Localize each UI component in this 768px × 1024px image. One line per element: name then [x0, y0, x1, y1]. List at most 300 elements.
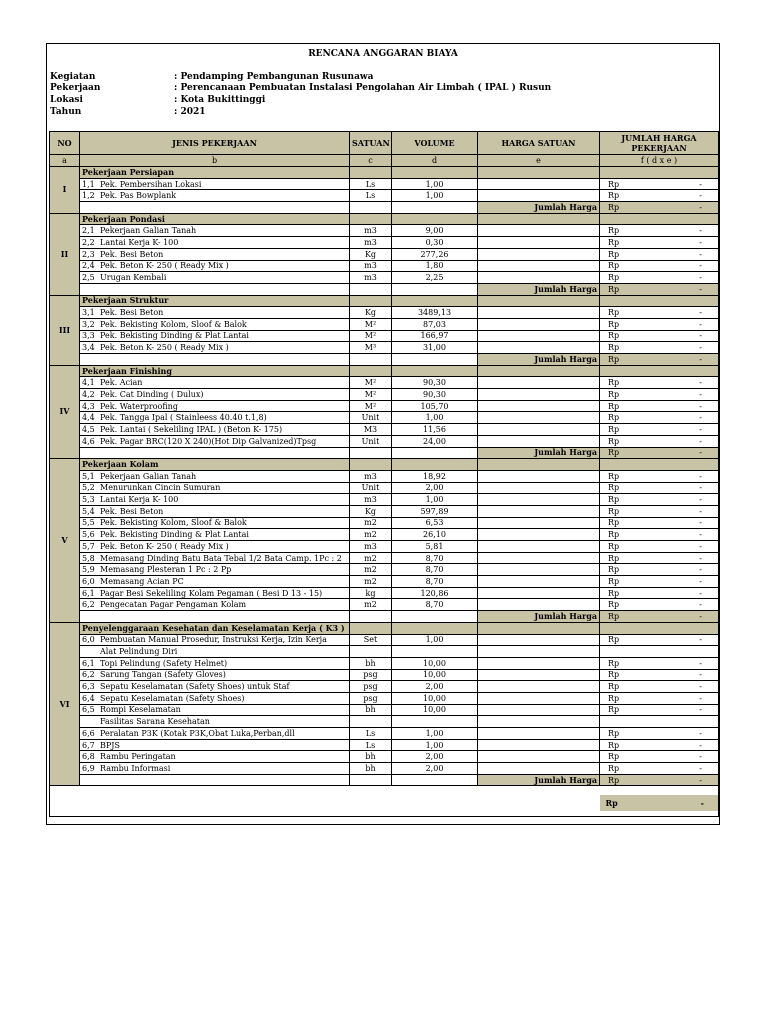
currency-label: Rp: [608, 553, 620, 563]
amount-dash: -: [700, 797, 704, 808]
currency-label: Rp: [608, 273, 620, 283]
item-volume: 8,70: [392, 564, 478, 576]
item-volume: 1,00: [392, 190, 478, 202]
item-total-value: [602, 472, 716, 481]
item-unit: Ls: [350, 739, 392, 751]
item-number: 3,2: [82, 319, 95, 329]
item-unit: [350, 646, 392, 658]
item-total-value: [602, 483, 716, 492]
section-name: Pekerjaan Kolam: [80, 459, 350, 471]
item-total: [600, 307, 719, 319]
item-unit-price: [478, 564, 600, 576]
item-unit: M²: [350, 400, 392, 412]
item-description-cell: [80, 248, 350, 260]
item-total-value: [602, 600, 716, 609]
item-description-cell: [80, 505, 350, 517]
col-header-no: NO: [50, 132, 80, 155]
item-description: Lantai Kerja K- 100: [100, 495, 179, 505]
meta-value: : Perencanaan Pembuatan Instalasi Pengolahan Air Limbah ( IPAL ) Rusun: [174, 83, 552, 93]
item-description: Pek. Cat Dinding ( Dulux): [100, 389, 204, 399]
section-number: VI: [50, 622, 80, 786]
subtotal-blank: [80, 354, 350, 366]
item-description: Memasang Plesteran 1 Pc : 2 Pp: [100, 565, 232, 575]
item-description: Rambu Informasi: [100, 763, 171, 773]
item-unit-price: [478, 318, 600, 330]
amount-dash: -: [699, 740, 702, 750]
item-total-value: [602, 308, 716, 317]
amount-dash: -: [699, 763, 702, 773]
meta-kegiatan: [50, 72, 374, 83]
section-name: Pekerjaan Persiapan: [80, 167, 350, 179]
subtotal-label: Jumlah Harga: [478, 774, 600, 786]
table-row: [50, 470, 719, 482]
item-unit: psg: [350, 681, 392, 693]
section-header-row: [50, 167, 719, 179]
subtotal-row: [50, 611, 719, 623]
item-description: Pek. Besi Beton: [100, 308, 164, 318]
section-empty-volume: [392, 622, 478, 634]
section-empty-harga: [478, 459, 600, 471]
item-number: 5,8: [82, 553, 95, 563]
meta-key: Pekerjaan: [50, 83, 101, 93]
item-description-cell: [80, 377, 350, 389]
section-header-row: [50, 295, 719, 307]
item-description-cell: [80, 272, 350, 284]
item-volume: 1,00: [392, 728, 478, 740]
table-row: [50, 342, 719, 354]
item-description: Pekerjaan Galian Tanah: [100, 226, 197, 236]
item-unit-price: [478, 272, 600, 284]
item-volume: 2,00: [392, 751, 478, 763]
item-unit: m2: [350, 552, 392, 564]
amount-dash: -: [699, 611, 702, 621]
section-number: II: [50, 213, 80, 295]
item-total: [600, 599, 719, 611]
item-total: [600, 704, 719, 716]
subtotal-row: [50, 202, 719, 214]
subtotal-blank: [350, 447, 392, 459]
item-total: [600, 564, 719, 576]
currency-label: Rp: [608, 261, 620, 271]
item-total: [600, 470, 719, 482]
item-description-cell: [80, 178, 350, 190]
item-total-value: [602, 226, 716, 235]
amount-dash: -: [699, 588, 702, 598]
item-number: 5,2: [82, 483, 95, 493]
subtotal-amount: [602, 612, 716, 621]
item-unit-price: [478, 377, 600, 389]
section-name: Pekerjaan Finishing: [80, 365, 350, 377]
section-header-row: [50, 365, 719, 377]
meta-value: : Pendamping Pembangunan Rusunawa: [174, 72, 374, 82]
section-empty-satuan: [350, 167, 392, 179]
item-total: [600, 482, 719, 494]
item-unit: M²: [350, 389, 392, 401]
item-unit-price: [478, 739, 600, 751]
section-empty-volume: [392, 213, 478, 225]
item-unit-price: [478, 482, 600, 494]
item-description-cell: [80, 739, 350, 751]
item-unit: M²: [350, 330, 392, 342]
header-row: [50, 132, 719, 155]
letter-harga: e: [478, 155, 600, 167]
currency-label: Rp: [608, 378, 620, 388]
table-row: [50, 517, 719, 529]
item-total-value: [602, 320, 716, 329]
item-unit-price: [478, 248, 600, 260]
table-row: [50, 552, 719, 564]
item-number: 2,3: [82, 249, 95, 259]
table-body: [50, 167, 719, 817]
item-total-value: [602, 705, 716, 714]
table-row: [50, 692, 719, 704]
item-total-value: [602, 577, 716, 586]
table-row: [50, 237, 719, 249]
item-unit-price: [478, 435, 600, 447]
section-empty-harga: [478, 365, 600, 377]
item-number: 2,1: [82, 226, 95, 236]
item-unit: bh: [350, 763, 392, 775]
item-number: 1,1: [82, 179, 95, 189]
item-total: [600, 435, 719, 447]
item-total: [600, 587, 719, 599]
meta-key: Lokasi: [50, 95, 83, 105]
currency-label: Rp: [608, 343, 620, 353]
item-unit-price: [478, 599, 600, 611]
item-number: 5,6: [82, 530, 95, 540]
item-description-cell: [80, 681, 350, 693]
item-number: 4,5: [82, 424, 95, 434]
document-title: RENCANA ANGGARAN BIAYA: [308, 49, 458, 59]
currency-label: Rp: [608, 530, 620, 540]
meta-key: Kegiatan: [50, 72, 96, 82]
section-empty-satuan: [350, 365, 392, 377]
item-unit-price: [478, 260, 600, 272]
table-row: [50, 424, 719, 436]
section-empty-jumlah: [600, 459, 719, 471]
item-total-value: [602, 752, 716, 761]
table-row: [50, 704, 719, 716]
subtotal-amount: [602, 355, 716, 364]
item-unit-price: [478, 704, 600, 716]
subtotal-value: [600, 447, 719, 459]
amount-dash: -: [699, 401, 702, 411]
table-row: [50, 599, 719, 611]
item-description: Pagar Besi Sekeliling Kolam Pegaman ( Besi D 13 - 15): [100, 588, 323, 598]
item-description-cell: [80, 576, 350, 588]
currency-label: Rp: [608, 284, 620, 294]
table-row: [50, 576, 719, 588]
subtotal-blank: [392, 202, 478, 214]
grand-total-blank: [50, 786, 600, 817]
item-total-value: [602, 250, 716, 259]
item-unit-price: [478, 681, 600, 693]
item-total-value: [602, 635, 716, 644]
subtotal-blank: [80, 283, 350, 295]
amount-dash: -: [699, 670, 702, 680]
item-unit: psg: [350, 692, 392, 704]
item-description-cell: [80, 634, 350, 646]
item-total: [600, 517, 719, 529]
currency-label: Rp: [608, 588, 620, 598]
currency-label: Rp: [608, 506, 620, 516]
item-unit: bh: [350, 657, 392, 669]
item-description-cell: [80, 646, 350, 658]
table-row: [50, 307, 719, 319]
table-row: [50, 657, 719, 669]
subtotal-amount: [602, 448, 716, 457]
subtotal-blank: [392, 354, 478, 366]
item-description: Pek. Lantai ( Sekeliling IPAL ) (Beton K- 175): [100, 424, 283, 434]
item-total-value: [602, 764, 716, 773]
section-empty-jumlah: [600, 622, 719, 634]
item-total-value: [602, 390, 716, 399]
item-description-cell: [80, 330, 350, 342]
item-number: 6,8: [82, 752, 95, 762]
amount-dash: -: [699, 600, 702, 610]
rab-sheet: [46, 43, 720, 825]
currency-label: Rp: [608, 424, 620, 434]
currency-label: Rp: [608, 471, 620, 481]
item-unit-price: [478, 470, 600, 482]
item-total: [600, 529, 719, 541]
table-row: [50, 400, 719, 412]
item-number: 4,1: [82, 378, 95, 388]
grand-total-value: [600, 795, 719, 811]
item-description: Rambu Peringatan: [100, 752, 176, 762]
amount-dash: -: [699, 424, 702, 434]
item-volume: 10,00: [392, 657, 478, 669]
item-description-cell: [80, 728, 350, 740]
amount-dash: -: [699, 413, 702, 423]
item-total: [600, 248, 719, 260]
currency-label: Rp: [608, 740, 620, 750]
item-total: [600, 634, 719, 646]
currency-label: Rp: [605, 797, 618, 808]
currency-label: Rp: [608, 389, 620, 399]
table-row: [50, 646, 719, 658]
item-unit: m3: [350, 260, 392, 272]
item-number: 1,2: [82, 191, 95, 201]
item-description-cell: [80, 552, 350, 564]
item-unit-price: [478, 716, 600, 728]
item-unit-price: [478, 517, 600, 529]
amount-dash: -: [699, 635, 702, 645]
item-description: Pek. Bekisting Dinding & Plat Lantai: [100, 530, 249, 540]
item-total-value: [602, 694, 716, 703]
item-unit: Kg: [350, 307, 392, 319]
section-empty-jumlah: [600, 365, 719, 377]
section-header-row: [50, 622, 719, 634]
amount-dash: -: [699, 448, 702, 458]
item-number: 2,4: [82, 261, 95, 271]
section-empty-volume: [392, 459, 478, 471]
item-total: [600, 424, 719, 436]
amount-dash: -: [699, 483, 702, 493]
item-number: 6,0: [82, 635, 95, 645]
item-description-cell: [80, 435, 350, 447]
currency-label: Rp: [608, 763, 620, 773]
section-empty-jumlah: [600, 295, 719, 307]
item-description-cell: [80, 318, 350, 330]
col-header-harga: HARGA SATUAN: [478, 132, 600, 155]
subtotal-blank: [350, 774, 392, 786]
item-description-cell: [80, 342, 350, 354]
section-number: I: [50, 167, 80, 214]
subtotal-blank: [350, 202, 392, 214]
subtotal-row: [50, 354, 719, 366]
amount-dash: -: [699, 658, 702, 668]
item-description-cell: [80, 763, 350, 775]
table-row: [50, 751, 719, 763]
item-description: Pek. Pas Bowplank: [100, 191, 177, 201]
item-description: Pek. Beton K- 250 ( Ready Mix ): [100, 261, 229, 271]
item-unit-price: [478, 646, 600, 658]
item-volume: 10,00: [392, 692, 478, 704]
item-total: [600, 763, 719, 775]
item-volume: [392, 646, 478, 658]
currency-label: Rp: [608, 682, 620, 692]
item-total-value: [602, 402, 716, 411]
item-total-value: [602, 261, 716, 270]
item-number: 6,2: [82, 600, 95, 610]
item-unit: m2: [350, 599, 392, 611]
item-unit-price: [478, 494, 600, 506]
subtotal-blank: [392, 283, 478, 295]
amount-dash: -: [699, 237, 702, 247]
item-number: 4,2: [82, 389, 95, 399]
col-header-jumlah: JUMLAH HARGA PEKERJAAN: [600, 132, 719, 155]
item-volume: 10,00: [392, 704, 478, 716]
table-row: [50, 763, 719, 775]
item-unit-price: [478, 400, 600, 412]
item-unit: m3: [350, 237, 392, 249]
subtotal-value: [600, 611, 719, 623]
subtotal-label: Jumlah Harga: [478, 354, 600, 366]
item-total: [600, 178, 719, 190]
amount-dash: -: [699, 693, 702, 703]
item-unit-price: [478, 342, 600, 354]
item-description-cell: [80, 260, 350, 272]
item-description: Sepatu Keselamatan (Safety Shoes): [100, 693, 245, 703]
meta-lokasi: [50, 95, 265, 106]
subtotal-row: [50, 774, 719, 786]
item-unit-price: [478, 225, 600, 237]
item-description-cell: [80, 424, 350, 436]
item-total-value: [602, 495, 716, 504]
item-unit: m2: [350, 564, 392, 576]
item-volume: 597,89: [392, 505, 478, 517]
item-number: 6,6: [82, 728, 95, 738]
item-total: [600, 646, 719, 658]
item-volume: 1,00: [392, 412, 478, 424]
item-unit-price: [478, 728, 600, 740]
item-total-value: [602, 518, 716, 527]
item-total-value: [602, 542, 716, 551]
amount-dash: -: [699, 343, 702, 353]
item-unit-price: [478, 587, 600, 599]
section-empty-satuan: [350, 622, 392, 634]
item-unit-price: [478, 237, 600, 249]
item-unit-price: [478, 669, 600, 681]
item-description: Sepatu Keselamatan (Safety Shoes) untuk Staf: [100, 682, 290, 692]
item-unit-price: [478, 751, 600, 763]
item-total: [600, 669, 719, 681]
item-unit: m2: [350, 529, 392, 541]
item-total: [600, 552, 719, 564]
item-total: [600, 541, 719, 553]
item-volume: 8,70: [392, 552, 478, 564]
grand-total-cell: [600, 786, 719, 817]
item-unit: Unit: [350, 435, 392, 447]
item-unit: m3: [350, 272, 392, 284]
item-unit: Unit: [350, 482, 392, 494]
currency-label: Rp: [608, 752, 620, 762]
item-number: 6,5: [82, 705, 95, 715]
item-description-cell: [80, 716, 350, 728]
item-volume: 5,81: [392, 541, 478, 553]
item-description-cell: [80, 225, 350, 237]
item-total: [600, 751, 719, 763]
table-row: [50, 669, 719, 681]
amount-dash: -: [699, 389, 702, 399]
item-volume: 8,70: [392, 599, 478, 611]
currency-label: Rp: [608, 249, 620, 259]
item-description: Menurunkan Cincin Sumuran: [100, 483, 221, 493]
table-row: [50, 190, 719, 202]
table-row: [50, 728, 719, 740]
item-number: 5,1: [82, 471, 95, 481]
item-volume: 10,00: [392, 669, 478, 681]
item-total: [600, 494, 719, 506]
item-total-value: [602, 180, 716, 189]
item-volume: [392, 716, 478, 728]
table-row: [50, 587, 719, 599]
item-unit-price: [478, 389, 600, 401]
item-description: Memasang Dinding Batu Bata Tebal 1/2 Bata Camp. 1Pc : 2: [100, 553, 342, 563]
table-row: [50, 248, 719, 260]
subtotal-blank: [80, 611, 350, 623]
item-description: Pek. Tangga Ipal ( Stainleess 40.40 t.1,8): [100, 413, 267, 423]
item-number: 5,9: [82, 565, 95, 575]
item-description-cell: [80, 564, 350, 576]
subtotal-value: [600, 774, 719, 786]
item-total-value: [602, 331, 716, 340]
item-description-cell: [80, 482, 350, 494]
item-unit: bh: [350, 704, 392, 716]
currency-label: Rp: [608, 401, 620, 411]
item-description-cell: [80, 751, 350, 763]
subtotal-amount: [602, 776, 716, 785]
item-description: Pek. Bekisting Kolom, Sloof & Balok: [100, 518, 247, 528]
table-row: [50, 330, 719, 342]
item-unit: psg: [350, 669, 392, 681]
item-volume: 1,00: [392, 178, 478, 190]
section-empty-volume: [392, 167, 478, 179]
section-empty-volume: [392, 365, 478, 377]
item-total: [600, 576, 719, 588]
item-description-cell: [80, 669, 350, 681]
item-number: 4,6: [82, 436, 95, 446]
item-total: [600, 412, 719, 424]
item-total-value: [602, 670, 716, 679]
item-total: [600, 716, 719, 728]
currency-label: Rp: [608, 483, 620, 493]
item-total-value: [602, 437, 716, 446]
section-number: III: [50, 295, 80, 365]
item-volume: 18,92: [392, 470, 478, 482]
currency-label: Rp: [608, 693, 620, 703]
